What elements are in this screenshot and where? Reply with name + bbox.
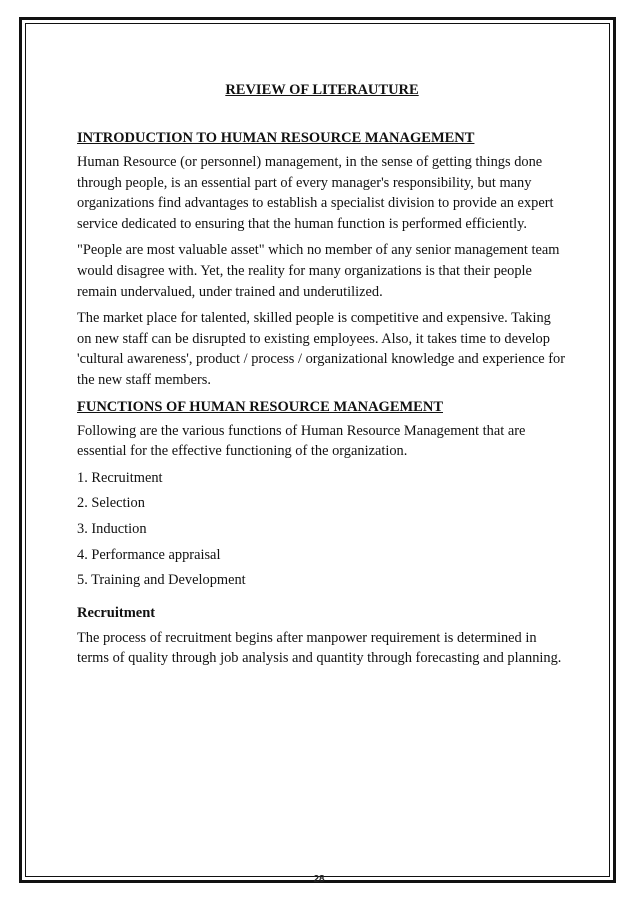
intro-heading: INTRODUCTION TO HUMAN RESOURCE MANAGEMENT <box>77 130 475 146</box>
intro-paragraph-3: The market place for talented, skilled people is competitive and expensive. Taking on new staff can be disrupted to existing employees. Also, it takes time to develop 'cultural awareness', product / process / organizational knowledge and experience for the new staff members. <box>77 310 566 388</box>
function-item-selection: 2. Selection <box>77 495 145 512</box>
function-item-recruitment: 1. Recruitment <box>77 469 163 486</box>
functions-intro: Following are the various functions of Human Resource Management that are essential for the effective functioning of the organization. <box>77 422 526 460</box>
intro-paragraph-1: Human Resource (or personnel) management, in the sense of getting things done through people, is an essential part of every manager's responsibility, but many organizations find advantages to establish a specialist division to provide an expert service dedicated to ensuring that the human function is performed efficiently. <box>77 154 554 232</box>
function-item-induction: 3. Induction <box>77 520 147 537</box>
function-item-performance-appraisal: 4. Performance appraisal <box>77 546 221 563</box>
page-number: 28 <box>313 874 325 885</box>
functions-heading: FUNCTIONS OF HUMAN RESOURCE MANAGEMENT <box>77 398 443 415</box>
page-title: REVIEW OF LITERAUTURE <box>225 82 419 98</box>
recruitment-heading: Recruitment <box>77 604 156 621</box>
function-item-training-development: 5. Training and Development <box>77 572 246 589</box>
recruitment-paragraph: The process of recruitment begins after manpower requirement is determined in terms of quality through job analysis and quantity through forecasting and planning. <box>77 629 562 667</box>
document-body <box>77 80 567 675</box>
intro-paragraph-2: "People are most valuable asset" which no member of any senior management team would disagree with. Yet, the reality for many organizations is that their people remain undervalued, under trained and underutilized. <box>77 242 560 300</box>
